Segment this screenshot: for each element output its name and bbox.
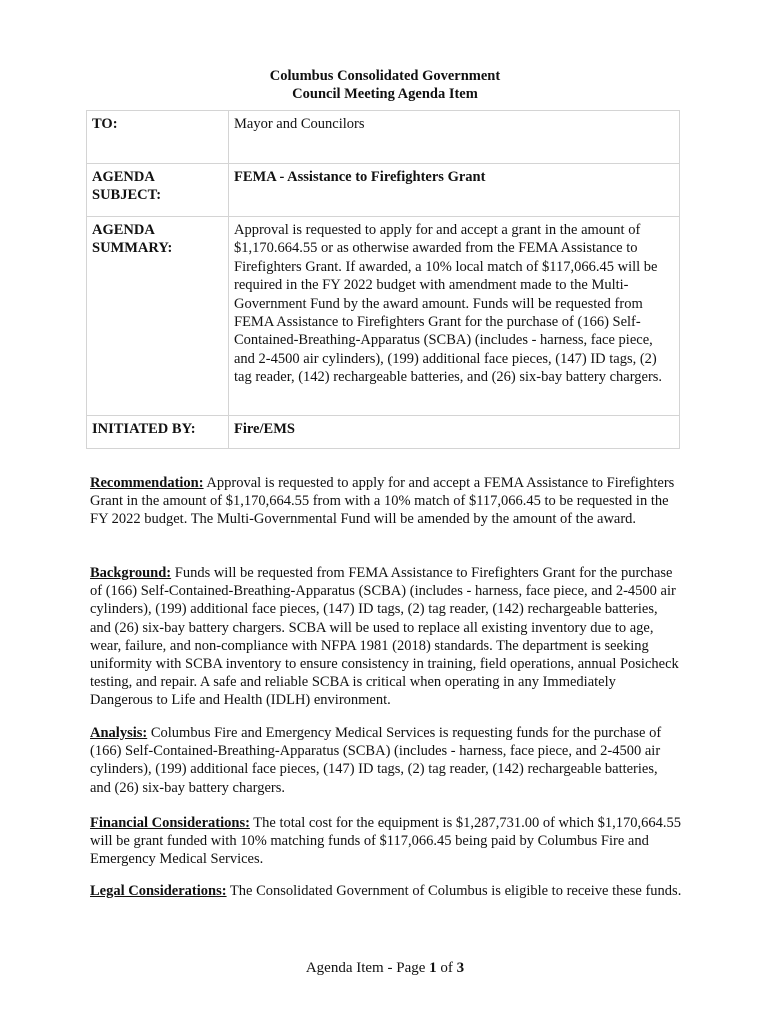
agenda-table	[86, 110, 680, 449]
agenda-row-initiated-by	[87, 416, 680, 449]
to-value: Mayor and Councilors	[229, 111, 680, 164]
org-title: Columbus Consolidated Government	[269, 68, 501, 84]
agenda-row-summary	[87, 217, 680, 416]
document-title: Council Meeting Agenda Item	[292, 86, 478, 102]
financial-section	[90, 814, 682, 869]
summary-value: Approval is requested to apply for and accept a grant in the amount of $1,170.664.55 or as otherwise awarded from the FEMA Assistance to Firefighters Grant. If awarded, a 10% local match of $117,066.45 will be required in the FY 2022 budget with amendment made to the Multi-Government Fund by the award amount. Funds will be requested from FEMA Assistance to Firefighters Grant for the purchase of (166) Self-Contained-Breathing-Apparatus (SCBA) (includes - harness, face piece, and 2-4500 air cylinders), (199) additional face pieces, (147) ID tags, (2) tag reader, (142) rechargeable batteries, and (26) six-bay battery chargers.	[229, 217, 680, 416]
recommendation-text: Approval is requested to apply for and accept a FEMA Assistance to Firefighters Grant in the amount of $1,170,664.55 from with a 10% match of $117,066.45 to be requested in the FY 2022 budget. The Multi-Governmental Fund will be amended by the amount of the award.	[90, 475, 675, 528]
page-total: 3	[456, 960, 465, 976]
recommendation-heading: Recommendation:	[90, 475, 204, 491]
page-number: 1	[429, 960, 437, 976]
background-heading: Background:	[90, 565, 172, 581]
background-section	[90, 564, 682, 710]
document-header	[0, 67, 770, 103]
footer-of: of	[436, 960, 457, 976]
agenda-row-subject	[87, 164, 680, 217]
analysis-text: Columbus Fire and Emergency Medical Services is requesting funds for the purchase of (166) Self-Contained-Breathing-Apparatus (SCBA) (includes - harness, face piece, and 2-4500 air cylinders), (199) additional face pieces, (147) ID tags, (2) tag reader, (142) rechargeable batteries, and (26) six-bay battery chargers.	[90, 725, 662, 796]
legal-text: The Consolidated Government of Columbus is eligible to receive these funds.	[226, 883, 682, 899]
subject-label: AGENDA SUBJECT:	[87, 164, 229, 217]
page-footer	[0, 960, 770, 977]
background-text: Funds will be requested from FEMA Assistance to Firefighters Grant for the purchase of (166) Self-Contained-Breathing-Apparatus (SCBA) (includes - harness, face piece, and 2-4500 air cylinders), (199) additional face pieces, (147) ID tags, (2) tag reader, (142) rechargeable batteries, and (26) six-bay battery chargers. SCBA will be used to replace all existing inventory due to age, wear, failure, and non-compliance with NFPA 1981 (2018) standards. The department is seeking uniformity with SCBA inventory to ensure consistency in training, field operations, annual Posicheck testing, and repair. A safe and reliable SCBA is critical when operating in any Immediately Dangerous to Life and Health (IDLH) environment.	[90, 565, 679, 709]
recommendation-section	[90, 474, 682, 529]
financial-text: The total cost for the equipment is $1,287,731.00 of which $1,170,664.55 will be grant funded with 10% matching funds of $117,066.45 being paid by Columbus Fire and Emergency Medical Services.	[90, 815, 681, 868]
legal-section	[90, 882, 682, 900]
analysis-heading: Analysis:	[90, 725, 148, 741]
analysis-section	[90, 724, 682, 797]
legal-heading: Legal Considerations:	[90, 883, 227, 899]
agenda-row-to	[87, 111, 680, 164]
footer-prefix: Agenda Item - Page	[305, 960, 430, 976]
summary-label: AGENDA SUMMARY:	[87, 217, 229, 416]
financial-heading: Financial Considerations:	[90, 815, 250, 831]
initiated-by-value: Fire/EMS	[229, 416, 680, 449]
subject-value: FEMA - Assistance to Firefighters Grant	[229, 164, 680, 217]
initiated-by-label: INITIATED BY:	[87, 416, 229, 449]
to-label: TO:	[87, 111, 229, 164]
